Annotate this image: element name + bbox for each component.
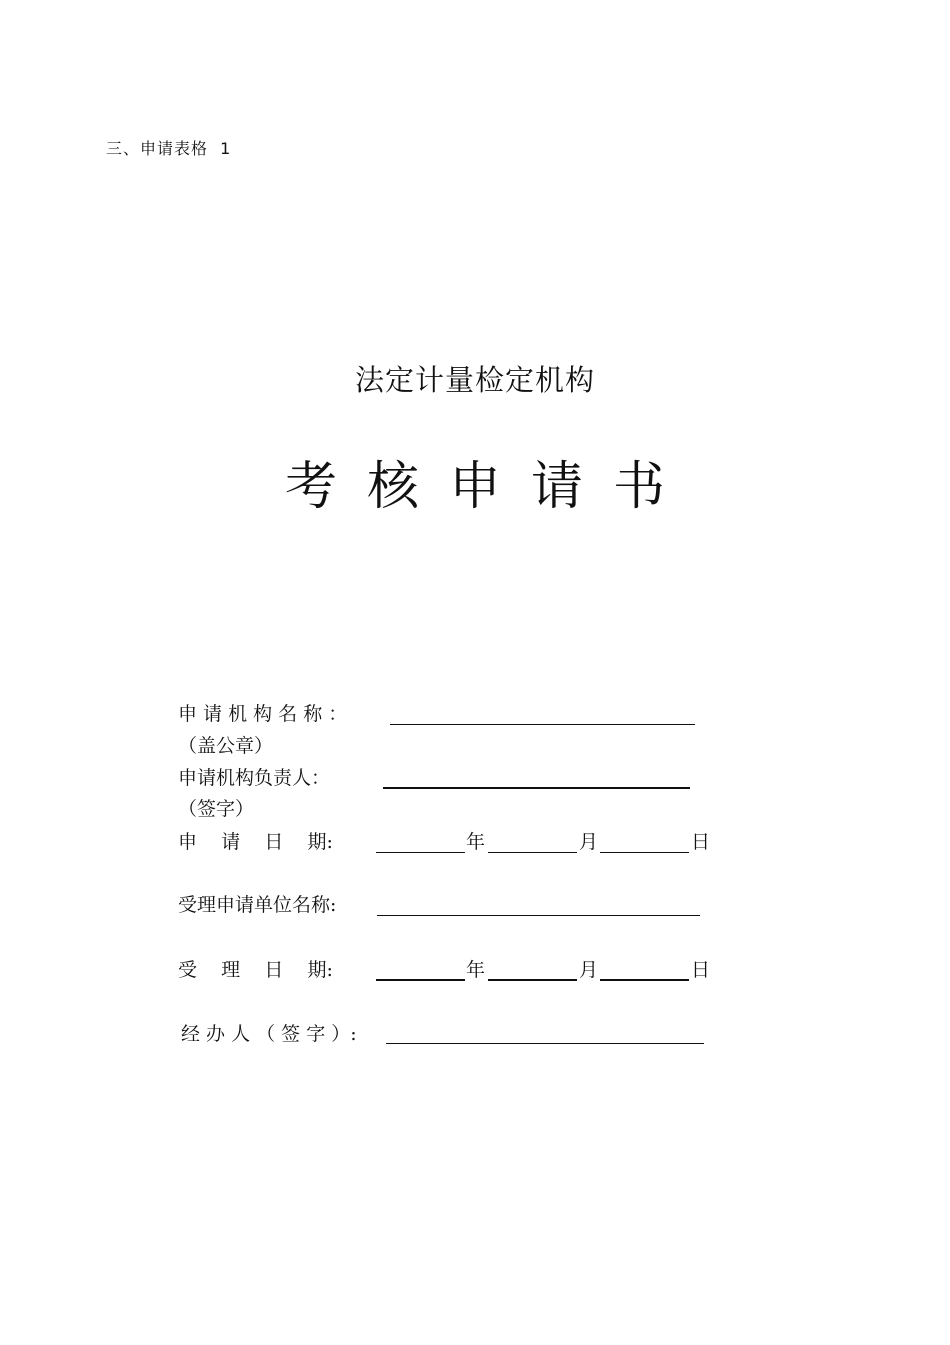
apply-day-field[interactable] xyxy=(600,852,689,853)
principal-sign-note: （签字） xyxy=(178,798,255,820)
accept-month-field[interactable] xyxy=(488,979,577,981)
accept-unit-label: 受理申请单位名称: xyxy=(178,894,337,916)
apply-day-unit: 日 xyxy=(691,831,711,853)
document-title: 考核申请书 xyxy=(284,457,695,517)
apply-year-unit: 年 xyxy=(466,831,486,853)
section-label: 三、申请表格 1 xyxy=(106,139,232,158)
accept-year-field[interactable] xyxy=(376,979,465,981)
accept-day-unit: 日 xyxy=(691,959,711,981)
accept-day-field[interactable] xyxy=(600,979,689,981)
accept-month-unit: 月 xyxy=(579,959,599,981)
accept-date-label: 受 理 日 期: xyxy=(178,959,333,981)
handler-label: 经 办 人 （ 签 字 ）: xyxy=(181,1023,357,1045)
principal-field[interactable] xyxy=(383,787,690,789)
accept-unit-field[interactable] xyxy=(377,915,700,916)
apply-date-label: 申 请 日 期: xyxy=(178,831,333,853)
apply-month-field[interactable] xyxy=(488,852,577,853)
principal-label: 申请机构负责人： xyxy=(178,767,331,789)
org-name-field[interactable] xyxy=(390,724,695,725)
org-seal-note: （盖公章） xyxy=(178,735,274,757)
handler-field[interactable] xyxy=(386,1043,704,1044)
document-subtitle: 法定计量检定机构 xyxy=(354,363,595,397)
apply-year-field[interactable] xyxy=(376,852,465,853)
org-name-label: 申 请 机 构 名 称 ： xyxy=(178,703,348,725)
apply-month-unit: 月 xyxy=(579,831,599,853)
accept-year-unit: 年 xyxy=(466,959,486,981)
